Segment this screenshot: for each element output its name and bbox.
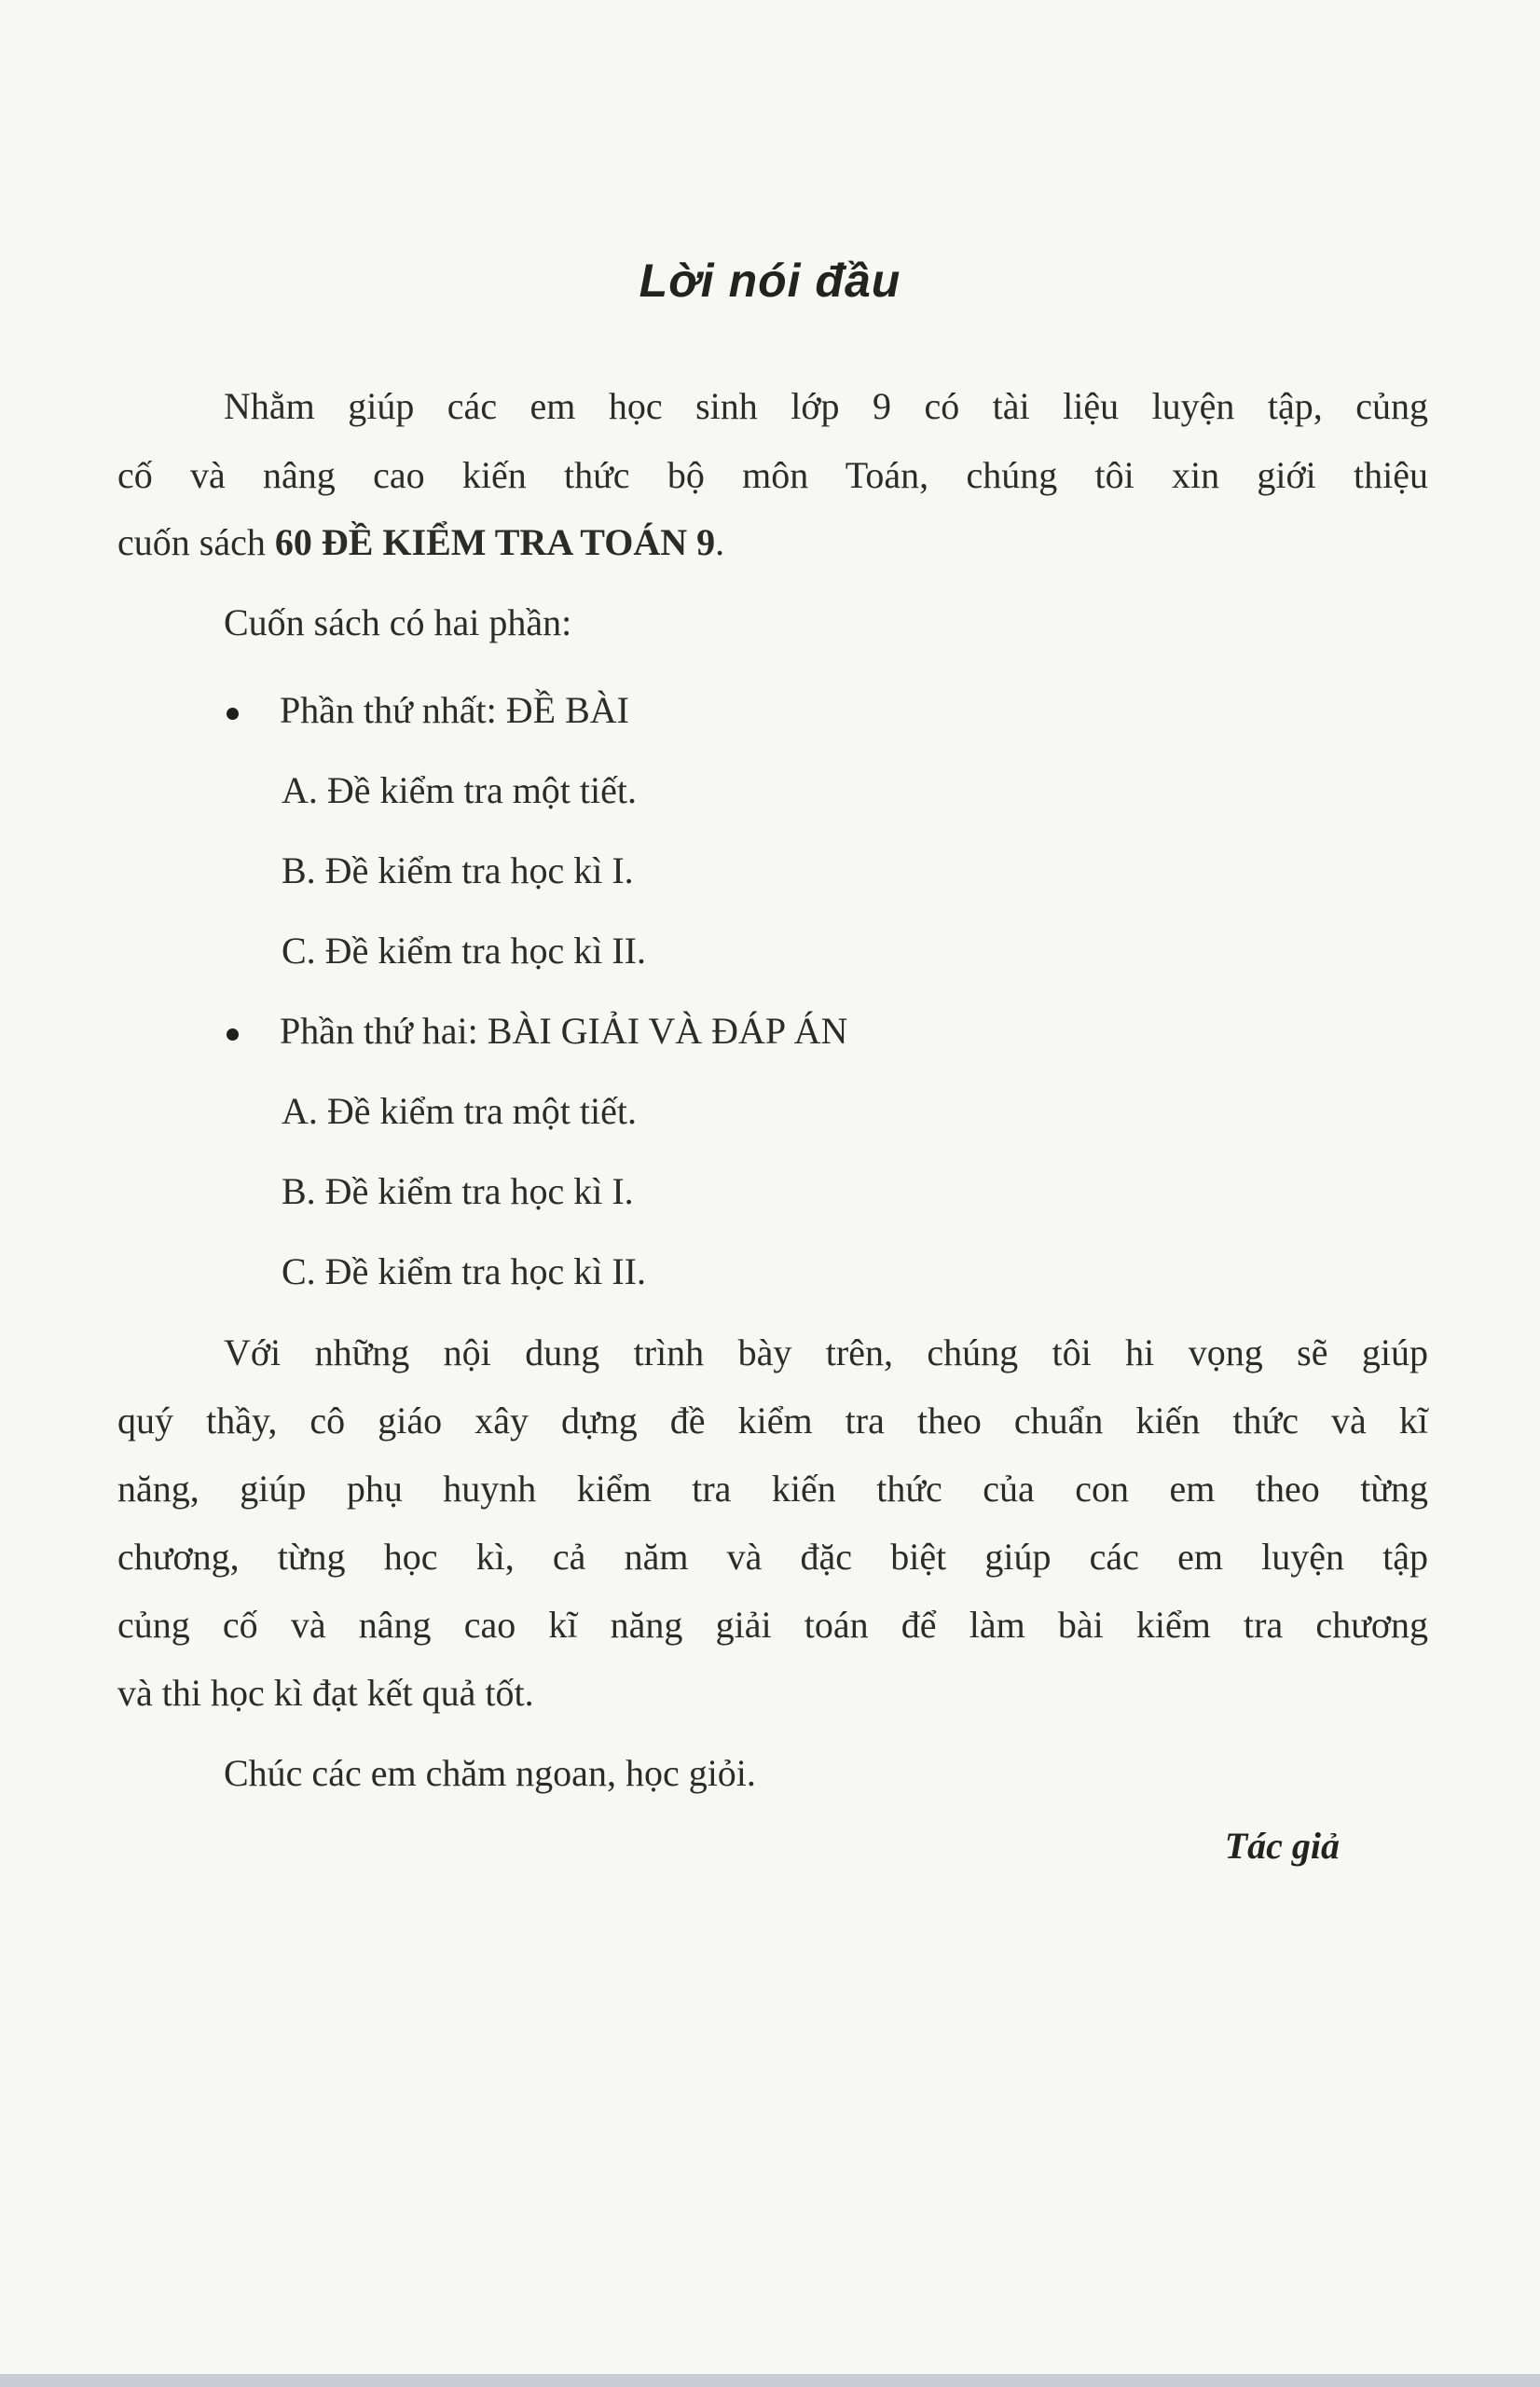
page-title: Lời nói đầu — [639, 255, 901, 307]
closing-wish: Chúc các em chăm ngoan, học giỏi. — [224, 1752, 756, 1794]
intro-line-2: cố và nâng cao kiến thức bộ môn Toán, chúng tôi xin giới thiệu — [117, 454, 1428, 496]
part-2-item-b: B. Đề kiểm tra học kì I. — [282, 1170, 634, 1212]
bullet-icon — [227, 708, 239, 720]
part-2-item-a: A. Đề kiểm tra một tiết. — [282, 1090, 638, 1132]
intro-line-3 — [117, 518, 724, 567]
intro-line-1: Nhằm giúp các em học sinh lớp 9 có tài liệu luyện tập, củng — [224, 385, 1428, 427]
closing-line-3: năng, giúp phụ huynh kiểm tra kiến thức của con em theo từng — [117, 1468, 1428, 1510]
part-2-heading: Phần thứ hai: BÀI GIẢI VÀ ĐÁP ÁN — [280, 1010, 848, 1052]
intro-line-3-suffix: . — [715, 521, 725, 563]
book-title: 60 ĐỀ KIỂM TRA TOÁN 9 — [274, 521, 716, 563]
closing-line-2: quý thầy, cô giáo xây dựng đề kiểm tra theo chuẩn kiến thức và kĩ — [117, 1400, 1428, 1442]
closing-line-5: củng cố và nâng cao kĩ năng giải toán để làm bài kiểm tra chương — [117, 1604, 1428, 1646]
part-1-item-a: A. Đề kiểm tra một tiết. — [282, 769, 638, 811]
author-signature: Tác giả — [1224, 1825, 1340, 1867]
part-2-item-c: C. Đề kiểm tra học kì II. — [282, 1250, 646, 1292]
part-1-heading: Phần thứ nhất: ĐỀ BÀI — [280, 689, 629, 731]
intro-line-3-prefix: cuốn sách — [117, 521, 275, 563]
closing-line-4: chương, từng học kì, cả năm và đặc biệt giúp các em luyện tập — [117, 1536, 1428, 1578]
part-1-item-b: B. Đề kiểm tra học kì I. — [282, 849, 634, 891]
bullet-icon — [227, 1028, 239, 1041]
scan-bottom-edge — [0, 2374, 1540, 2387]
closing-line-1: Với những nội dung trình bày trên, chúng tôi hi vọng sẽ giúp — [224, 1331, 1428, 1373]
closing-line-6: và thi học kì đạt kết quả tốt. — [117, 1672, 534, 1714]
structure-intro: Cuốn sách có hai phần: — [224, 601, 572, 643]
part-1-item-c: C. Đề kiểm tra học kì II. — [282, 930, 646, 972]
